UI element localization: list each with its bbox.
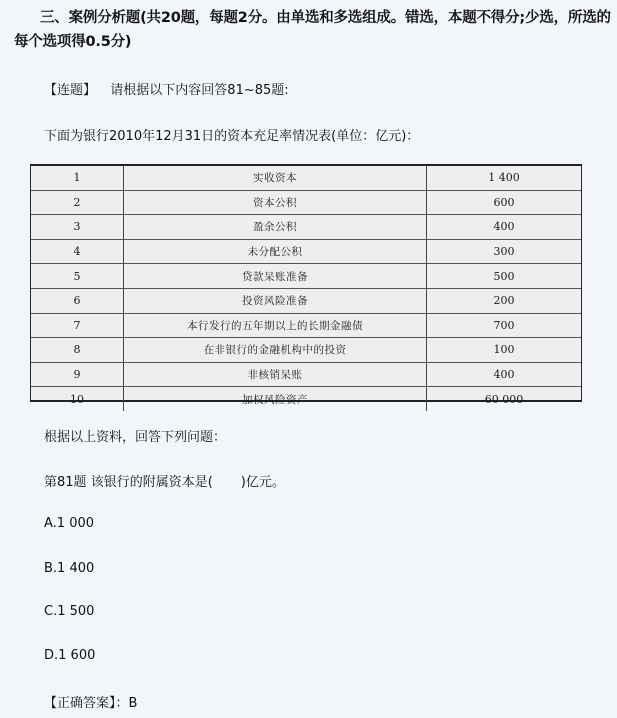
row-item: 贷款呆账准备 bbox=[124, 264, 427, 289]
table-row bbox=[31, 190, 581, 215]
row-number: 3 bbox=[31, 215, 124, 240]
row-number: 9 bbox=[31, 362, 124, 387]
row-number: 10 bbox=[31, 387, 124, 411]
question-label: 第81题 bbox=[44, 475, 87, 490]
answer-tag: 【正确答案】 bbox=[44, 696, 116, 711]
row-item: 在非银行的金融机构中的投资 bbox=[124, 338, 427, 363]
row-item: 本行发行的五年期以上的长期金融债 bbox=[124, 313, 427, 338]
table-row bbox=[31, 387, 581, 411]
row-value: 400 bbox=[427, 362, 582, 387]
prompt-text: 根据以上资料，回答下列问题： bbox=[44, 430, 227, 445]
row-number: 2 bbox=[31, 190, 124, 215]
row-value: 200 bbox=[427, 288, 582, 313]
row-item: 投资风险准备 bbox=[124, 288, 427, 313]
row-value: 400 bbox=[427, 215, 582, 240]
answer-line bbox=[44, 692, 137, 711]
option-d: D.1 600 bbox=[44, 648, 96, 663]
row-value: 500 bbox=[427, 264, 582, 289]
option-a: A.1 000 bbox=[44, 516, 95, 531]
answer-value: ：B bbox=[115, 696, 138, 711]
question-text: 该银行的附属资本是( bbox=[90, 475, 213, 490]
table-row bbox=[31, 362, 581, 387]
question-text-tail: )亿元。 bbox=[240, 475, 285, 490]
row-value: 300 bbox=[427, 239, 582, 264]
table-intro: 下面为银行2010年12月31日的资本充足率情况表(单位：亿元)： bbox=[44, 129, 420, 144]
row-number: 7 bbox=[31, 313, 124, 338]
row-value: 700 bbox=[427, 313, 582, 338]
table-row bbox=[31, 264, 581, 289]
question-group-line bbox=[44, 79, 289, 98]
row-number: 1 bbox=[31, 166, 124, 190]
section-heading bbox=[14, 6, 612, 54]
row-value: 100 bbox=[427, 338, 582, 363]
table-row bbox=[31, 338, 581, 363]
option-b: B.1 400 bbox=[44, 561, 95, 576]
question-line bbox=[44, 471, 285, 490]
section-heading-text: 三、案例分析题(共20题，每题2分。由单选和多选组成。错选，本题不得分;少选，所选的每个选项得0.5分) bbox=[14, 10, 611, 50]
table-row bbox=[31, 239, 581, 264]
table-row bbox=[31, 313, 581, 338]
row-number: 5 bbox=[31, 264, 124, 289]
row-value: 600 bbox=[427, 190, 582, 215]
row-number: 8 bbox=[31, 338, 124, 363]
option-c: C.1 500 bbox=[44, 604, 95, 619]
capital-table bbox=[30, 164, 582, 406]
row-item: 加权风险资产 bbox=[124, 387, 427, 411]
row-number: 6 bbox=[31, 288, 124, 313]
row-number: 4 bbox=[31, 239, 124, 264]
table-row bbox=[31, 166, 581, 190]
row-value: 1 400 bbox=[427, 166, 582, 190]
question-group-instruction: 请根据以下内容回答81~85题: bbox=[110, 83, 289, 98]
row-item: 非核销呆账 bbox=[124, 362, 427, 387]
row-value: 60 000 bbox=[484, 392, 524, 406]
table-row bbox=[31, 288, 581, 313]
row-item: 实收资本 bbox=[124, 166, 427, 190]
row-item: 盈余公积 bbox=[124, 215, 427, 240]
row-item: 资本公积 bbox=[124, 190, 427, 215]
question-group-tag: 【连题】 bbox=[44, 83, 97, 98]
table-row bbox=[31, 215, 581, 240]
row-item: 未分配公积 bbox=[124, 239, 427, 264]
